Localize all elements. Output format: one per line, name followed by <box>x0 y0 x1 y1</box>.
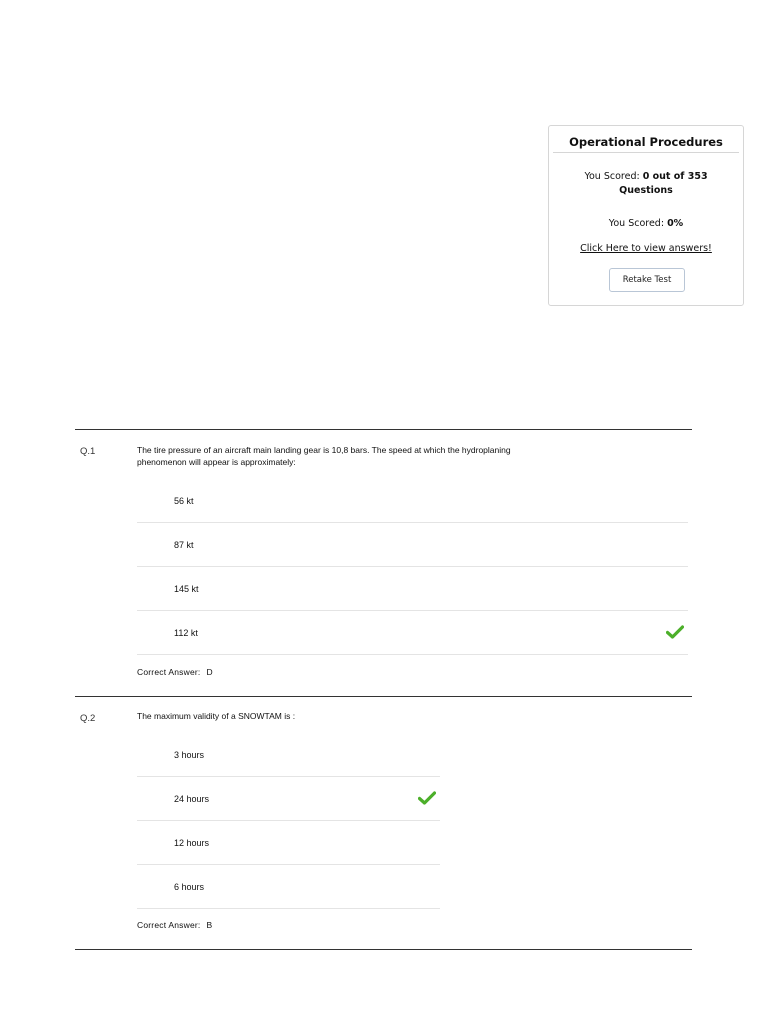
percent-value: 0% <box>667 218 684 229</box>
question-divider <box>75 696 692 697</box>
score-suffix: Questions <box>619 185 673 196</box>
correct-answer <box>137 666 213 678</box>
check-icon <box>418 791 436 805</box>
answer-option-label: 24 hours <box>174 794 210 804</box>
question-divider <box>75 429 692 430</box>
answer-option-label: 145 kt <box>174 584 199 594</box>
answer-option-c[interactable] <box>137 821 440 865</box>
correct-answer-label: Correct Answer: <box>137 920 201 930</box>
score-value: 0 out of 353 <box>642 171 708 182</box>
answer-option-d[interactable] <box>137 611 688 655</box>
answer-option-label: 112 kt <box>174 628 198 638</box>
score-summary <box>559 170 733 198</box>
answer-option-label: 3 hours <box>174 750 205 760</box>
score-card-title: Operational Procedures <box>553 133 739 153</box>
question-text: The maximum validity of a SNOWTAM is : <box>137 711 296 721</box>
answer-option-label: 87 kt <box>174 540 194 550</box>
answer-option-label: 12 hours <box>174 838 210 848</box>
question-divider <box>75 949 692 950</box>
question-number: Q.2 <box>80 713 96 724</box>
question-number: Q.1 <box>80 446 96 457</box>
correct-answer-value: D <box>206 667 213 677</box>
answer-option-b[interactable] <box>137 523 688 567</box>
correct-answer <box>137 919 212 931</box>
correct-answer-label: Correct Answer: <box>137 667 201 677</box>
answer-option-a[interactable] <box>137 733 440 777</box>
question-text: The tire pressure of an aircraft main landing gear is 10,8 bars. The speed at which the hydroplaning phenomenon will appear is approximately: <box>137 445 511 467</box>
answer-option-label: 6 hours <box>174 882 205 892</box>
answer-option-d[interactable] <box>137 865 440 909</box>
view-answers-link[interactable]: Click Here to view answers! <box>580 243 712 254</box>
score-card <box>548 125 744 306</box>
answer-option-b[interactable] <box>137 777 440 821</box>
answer-option-c[interactable] <box>137 567 688 611</box>
percent-prefix: You Scored: <box>608 218 668 229</box>
answer-option-a[interactable] <box>137 479 688 523</box>
answer-option-label: 56 kt <box>174 496 194 506</box>
check-icon <box>666 625 684 639</box>
score-prefix: You Scored: <box>584 171 643 182</box>
score-percent <box>559 217 733 231</box>
retake-test-button[interactable]: Retake Test <box>609 268 685 292</box>
correct-answer-value: B <box>206 920 213 930</box>
